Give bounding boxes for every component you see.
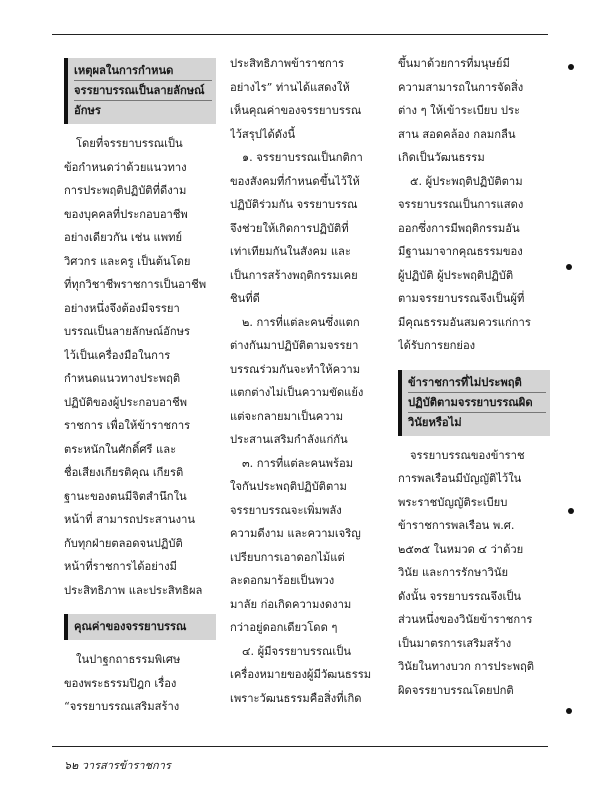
text-line: เครื่องหมายของผู้มีวัฒนธรรม (230, 668, 372, 681)
text-line: เห็นคุณค่าของจรรยาบรรณ (230, 104, 362, 117)
text-line: เกิดเป็นวัฒนธรรม (398, 151, 485, 164)
text-line: ผู้ปฏิบัติ ผู้ประพฤติปฏิบัติ (398, 268, 514, 282)
text-line: ในปาฐกถาธรรมพิเศษ (76, 653, 181, 666)
column-1 (64, 52, 216, 719)
text-line: ๕. ผู้ประพฤติปฏิบัติตาม (410, 174, 523, 188)
text-line: จรรยาบรรณจะเพิ่มพลัง (230, 503, 342, 517)
text-line: การประพฤติปฏิบัติที่ดีงาม (64, 184, 187, 197)
column-2 (230, 52, 380, 710)
text-line: หน้าที่ สามารถประสานงาน (64, 513, 196, 526)
section-heading-reasons (64, 58, 216, 124)
text-line: บรรณเป็นลายลักษณ์อักษร (64, 325, 191, 338)
text-line: ตามจรรยาบรรณจึงเป็นผู้ที่ (398, 292, 525, 305)
text-line: เป็นการสร้างพฤติกรรมเคย (230, 268, 358, 282)
text-line: เพราะวัฒนธรรมคือสิ่งที่เกิด (230, 691, 362, 705)
text-line: เท่าเทียมกันในสังคม และ (230, 245, 351, 258)
text-line: ข้อกำหนดว่าด้วยแนวทาง (64, 160, 187, 174)
text-line: กำหนดแนวทางประพฤติ (64, 372, 181, 385)
text-line: ไว้เป็นเครื่องมือในการ (64, 348, 171, 362)
heading-line: เหตุผลในการกำหนด (74, 61, 212, 81)
binding-hole-mark (566, 708, 572, 714)
text-line: มาลัย ก่อเกิดความงดงาม (230, 597, 352, 611)
text-line: อย่างเดียวกัน เช่น แพทย์ (64, 231, 183, 244)
heading-line: จรรยาบรรณเป็นลายลักษณ์ (74, 81, 212, 101)
heading-line: ข้าราชการที่ไม่ประพฤติ (408, 373, 546, 393)
binding-hole-mark (566, 264, 572, 270)
text-line: ฐานะของตนมีจิตสำนึกใน (64, 489, 187, 503)
text-line: กว่าอยู่ดอกเดียวโดด ๆ (230, 621, 338, 634)
text-line: ประสิทธิภาพ และประสิทธิผล (64, 583, 203, 597)
text-line: จึงช่วยให้เกิดการปฏิบัติที่ (230, 221, 349, 235)
text-line: ประสิทธิภาพข้าราชการ (230, 57, 345, 70)
text-line: ปฏิบัติของผู้ประกอบอาชีพ (64, 395, 188, 409)
text-line: วิศวกร และครู เป็นต้นโดย (64, 254, 191, 268)
text-line: ตระหนักในศักดิ์ศรี และ (64, 442, 177, 456)
text-line: ชินที่ดี (230, 292, 260, 305)
text-line: จรรยาบรรณเป็นการแสดง (398, 198, 524, 211)
text-line: มีฐานมาจากคุณธรรมของ (398, 245, 523, 258)
text-line: อย่างไร” ท่านได้แสดงให้ (230, 80, 350, 94)
text-line: ส่วนหนึ่งของวินัยข้าราชการ (398, 613, 533, 626)
text-line: ของสังคมที่กำหนดขึ้นไว้ให้ (230, 174, 360, 188)
text-line: โดยที่จรรยาบรรณเป็น (76, 137, 183, 150)
text-line: ที่ทุกวิชาชีพราชการเป็นอาชีพ (64, 278, 207, 291)
text-line: ๒. การที่แต่ละคนซึ่งแตก (242, 315, 360, 329)
heading-line: ปฏิบัติตามจรรยาบรรณผิด (408, 393, 546, 413)
heading-line: อักษร (74, 103, 101, 117)
text-line: ต่างกันมาปฏิบัติตามจรรยา (230, 339, 359, 352)
text-line: ข้าราชการพลเรือน พ.ศ. (398, 519, 515, 532)
text-line: บรรณร่วมกันจะทำให้ความ (230, 362, 361, 376)
text-line: วินัยในทางบวก การประพฤติ (398, 660, 535, 673)
column-3 (398, 52, 550, 702)
text-line: ละดอกมาร้อยเป็นพวง (230, 574, 335, 587)
text-line: แต่จะกลายมาเป็นความ (230, 409, 344, 423)
text-line: ความดีงาม และความเจริญ (230, 527, 361, 540)
text-line: ได้รับการยกย่อง (398, 339, 476, 352)
bottom-rule (52, 746, 548, 747)
text-line: เปรียบการเอาดอกไม้แต่ (230, 550, 345, 564)
text-line: วินัย และการรักษาวินัย (398, 566, 509, 579)
section-heading-discipline (398, 370, 550, 436)
text-line: กับทุกฝ่ายตลอดจนปฏิบัติ (64, 536, 183, 550)
text-line: ใจกันประพฤติปฏิบัติตาม (230, 480, 347, 493)
top-rule (52, 34, 548, 35)
text-line: ๓. การที่แต่ละคนพร้อม (242, 456, 354, 470)
text-line: ผิดจรรยาบรรณโดยปกติ (398, 683, 514, 697)
text-line: ขึ้นมาด้วยการที่มนุษย์มี (398, 57, 510, 70)
text-line: ๔. ผู้มีจรรยาบรรณเป็น (242, 644, 351, 658)
text-line: ไว้สรุปได้ดังนี้ (230, 127, 296, 141)
section-heading-value (64, 614, 216, 640)
text-line: พระราชบัญญัติระเบียบ (398, 495, 508, 509)
text-line: หน้าที่ราชการได้อย่างมี (64, 560, 177, 573)
text-line: ชื่อเสียงเกียรติคุณ เกียรติ (64, 466, 184, 479)
text-line: ๑. จรรยาบรรณเป็นกติกา (242, 151, 363, 164)
text-line: ราชการ เพื่อให้ข้าราชการ (64, 419, 191, 432)
heading-line: วินัยหรือไม่ (408, 414, 462, 429)
text-line: ของพระธรรมปิฎก เรื่อง (64, 676, 177, 690)
text-line: ต่าง ๆ ให้เข้าระเบียบ ประ (398, 104, 520, 117)
text-line: ออกซึ่งการมีพฤติกรรมอัน (398, 221, 520, 235)
text-line: เป็นมาตรการเสริมสร้าง (398, 636, 512, 650)
binding-hole-mark (568, 64, 574, 70)
text-line: อย่างหนึ่งจึงต้องมีจรรยา (64, 301, 180, 315)
text-line: ของบุคคลที่ประกอบอาชีพ (64, 207, 188, 221)
text-line: ๒๕๓๕ ในหมวด ๔ ว่าด้วย (398, 542, 524, 556)
text-line: มีคุณธรรมอันสมควรแก่การ (398, 315, 531, 329)
text-line: “จรรยาบรรณเสริมสร้าง (64, 700, 180, 713)
heading-line: คุณค่าของจรรยาบรรณ (74, 619, 187, 633)
text-line: แตกต่างไม่เป็นความขัดแย้ง (230, 386, 364, 399)
binding-hole-mark (568, 508, 574, 514)
text-line: ความสามารถในการจัดสิ่ง (398, 80, 524, 94)
text-line: ประสานเสริมกำลังแก่กัน (230, 433, 348, 446)
text-line: การพลเรือนมีบัญญัติไว้ใน (398, 472, 522, 485)
text-line: สาน สอดคล้อง กลมกลืน (398, 127, 516, 141)
page-footer: ๖๒ วารสารข้าราชการ (64, 759, 171, 772)
text-line: ปฏิบัติร่วมกัน จรรยาบรรณ (230, 198, 358, 211)
text-line: จรรยาบรรณของข้าราช (410, 448, 525, 462)
text-line: ดังนั้น จรรยาบรรณจึงเป็น (398, 589, 522, 603)
